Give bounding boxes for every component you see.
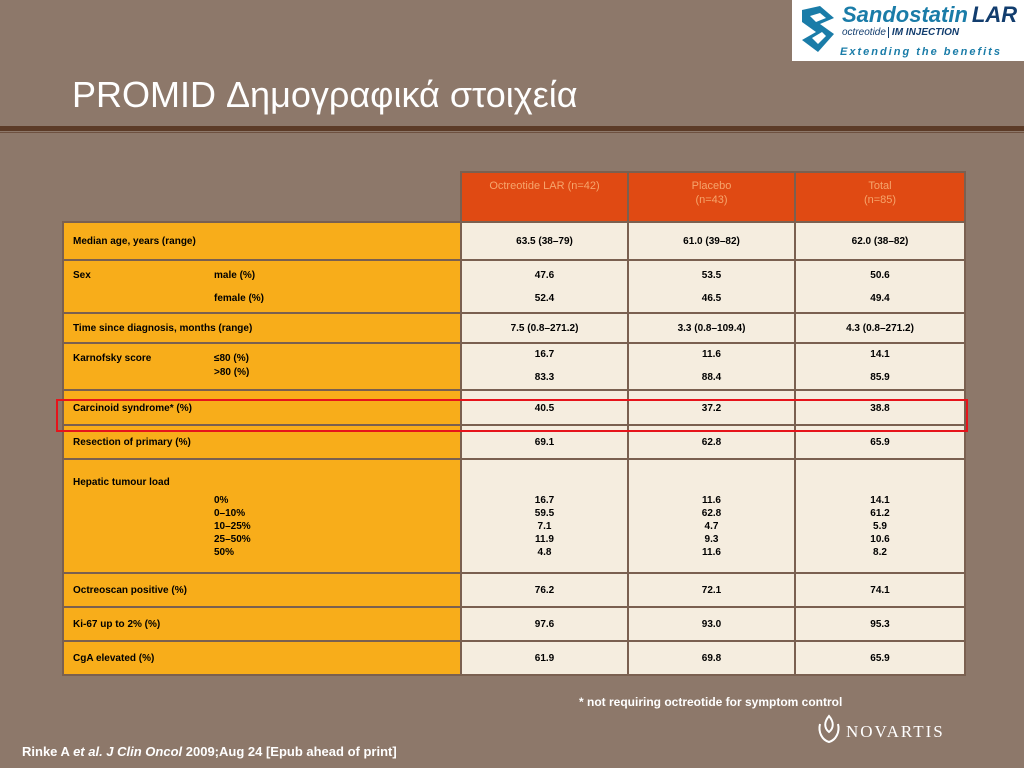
- row-sublabel: >80 (%): [214, 367, 250, 378]
- cell-value: 65.9: [870, 437, 890, 448]
- title-divider-thin: [0, 132, 1024, 133]
- table-cell: [794, 458, 966, 574]
- cell-value: 37.2: [701, 403, 722, 414]
- row-label: Median age, years (range): [73, 236, 196, 247]
- title-divider: [0, 126, 1024, 131]
- table-row-label: [62, 342, 462, 391]
- cell-value: 9.3: [704, 534, 719, 545]
- table-cell: [794, 640, 966, 676]
- cell-value: 65.9: [870, 653, 890, 664]
- cell-value: 88.4: [701, 372, 722, 383]
- row-sublabel: female (%): [214, 293, 265, 304]
- cell-value: 47.6: [534, 270, 555, 281]
- table-cell: [460, 640, 629, 676]
- column-header-title: Octreotide LAR (n=42): [489, 180, 600, 192]
- cell-value: 46.5: [701, 293, 722, 304]
- table-cell: [627, 312, 796, 344]
- table-row-label: [62, 458, 462, 574]
- row-label: Ki-67 up to 2% (%): [73, 619, 161, 630]
- table-cell: [460, 259, 629, 314]
- reference: Rinke A et al. J Clin Oncol 2009;Aug 24 [Epub ahead of print]: [22, 744, 397, 759]
- cell-value: 61.9: [534, 653, 555, 664]
- cell-value: 76.2: [534, 585, 555, 596]
- logo-brand: Sandostatin LAR: [842, 2, 1018, 27]
- cell-value: 40.5: [534, 403, 555, 414]
- footnote: * not requiring octreotide for symptom control: [579, 695, 843, 709]
- carcinoid-row-highlight: [56, 399, 968, 432]
- row-sublabel: 25–50%: [214, 534, 251, 545]
- row-label: Time since diagnosis, months (range): [73, 323, 253, 334]
- table-row-label: [62, 259, 462, 314]
- row-label: Hepatic tumour load: [73, 477, 170, 488]
- table-cell: [460, 458, 629, 574]
- cell-value: 59.5: [534, 508, 555, 519]
- cell-value: 49.4: [870, 293, 890, 304]
- logo-subtitle: octreotide IM INJECTION: [842, 27, 960, 38]
- cell-value: 7.5 (0.8–271.2): [510, 323, 579, 334]
- table-row-label: [62, 221, 462, 261]
- cell-value: 14.1: [870, 349, 890, 360]
- novartis-flame-icon: [816, 714, 842, 744]
- column-header: [460, 171, 629, 223]
- cell-value: 62.8: [701, 437, 722, 448]
- cell-value: 72.1: [701, 585, 722, 596]
- table-cell: [460, 572, 629, 608]
- row-sublabel: 50%: [214, 547, 235, 558]
- cell-value: 85.9: [870, 372, 890, 383]
- column-header-title: Placebo: [691, 180, 732, 192]
- table-cell: [794, 221, 966, 261]
- row-label: CgA elevated (%): [73, 653, 155, 664]
- table-row-label: [62, 572, 462, 608]
- cell-value: 97.6: [534, 619, 555, 630]
- cell-value: 52.4: [534, 293, 555, 304]
- novartis-logo: [816, 714, 966, 744]
- table-cell: [460, 342, 629, 391]
- table-cell: [794, 342, 966, 391]
- cell-value: 11.9: [535, 534, 554, 545]
- cell-value: 62.8: [701, 508, 722, 519]
- sandostatin-logo-icon: [798, 4, 838, 56]
- column-header-count: (n=43): [695, 194, 728, 206]
- cell-value: 62.0 (38–82): [851, 236, 909, 247]
- cell-value: 11.6: [702, 547, 721, 558]
- cell-value: 3.3 (0.8–109.4): [677, 323, 746, 334]
- cell-value: 74.1: [870, 585, 890, 596]
- row-sublabel: male (%): [214, 270, 256, 281]
- cell-value: 38.8: [870, 403, 890, 414]
- cell-value: 50.6: [870, 270, 890, 281]
- cell-value: 53.5: [701, 270, 722, 281]
- row-sublabel: 0%: [214, 495, 229, 506]
- cell-value: 69.1: [534, 437, 555, 448]
- table-cell: [627, 221, 796, 261]
- table-cell: [460, 221, 629, 261]
- cell-value: 8.2: [873, 547, 887, 558]
- table-row-label: [62, 640, 462, 676]
- row-label: Octreoscan positive (%): [73, 585, 187, 596]
- cell-value: 69.8: [701, 653, 722, 664]
- cell-value: 95.3: [870, 619, 890, 630]
- cell-value: 5.9: [873, 521, 887, 532]
- table-cell: [794, 572, 966, 608]
- table-cell: [627, 342, 796, 391]
- cell-value: 14.1: [870, 495, 890, 506]
- novartis-wordmark: NOVARTIS: [846, 722, 945, 741]
- cell-value: 4.3 (0.8–271.2): [846, 323, 914, 334]
- cell-value: 16.7: [534, 495, 555, 506]
- row-label: Karnofsky score: [73, 353, 152, 364]
- column-header: [627, 171, 796, 223]
- logo-tagline: Extending the benefits: [840, 46, 1002, 58]
- slide-title: PROMID Δημογραφικά στοιχεία: [72, 74, 578, 115]
- cell-value: 83.3: [534, 372, 555, 383]
- cell-value: 63.5 (38–79): [516, 236, 573, 247]
- table-cell: [794, 259, 966, 314]
- sandostatin-logo: [792, 0, 1024, 61]
- cell-value: 11.6: [702, 495, 721, 506]
- cell-value: 16.7: [534, 349, 555, 360]
- row-sublabel: ≤80 (%): [214, 353, 249, 364]
- table-cell: [627, 458, 796, 574]
- cell-value: 4.8: [537, 547, 552, 558]
- table-cell: [460, 312, 629, 344]
- column-header-title: Total: [868, 180, 892, 192]
- column-header: [794, 171, 966, 223]
- cell-value: 61.0 (39–82): [683, 236, 740, 247]
- row-label: Sex: [73, 270, 91, 281]
- table-cell: [627, 606, 796, 642]
- row-label: Resection of primary (%): [73, 437, 191, 448]
- table-cell: [627, 640, 796, 676]
- cell-value: 61.2: [870, 508, 890, 519]
- table-cell: [794, 312, 966, 344]
- cell-value: 11.6: [702, 349, 721, 360]
- row-label: Carcinoid syndrome* (%): [73, 403, 192, 414]
- table-row-label: [62, 606, 462, 642]
- table-row-label: [62, 312, 462, 344]
- table-cell: [627, 572, 796, 608]
- table-cell: [460, 606, 629, 642]
- row-sublabel: 10–25%: [214, 521, 251, 532]
- row-sublabel: 0–10%: [214, 508, 246, 519]
- cell-value: 4.7: [704, 521, 719, 532]
- cell-value: 7.1: [537, 521, 552, 532]
- cell-value: 10.6: [870, 534, 890, 545]
- column-header-count: (n=85): [863, 194, 897, 206]
- table-cell: [627, 259, 796, 314]
- cell-value: 93.0: [701, 619, 722, 630]
- table-cell: [794, 606, 966, 642]
